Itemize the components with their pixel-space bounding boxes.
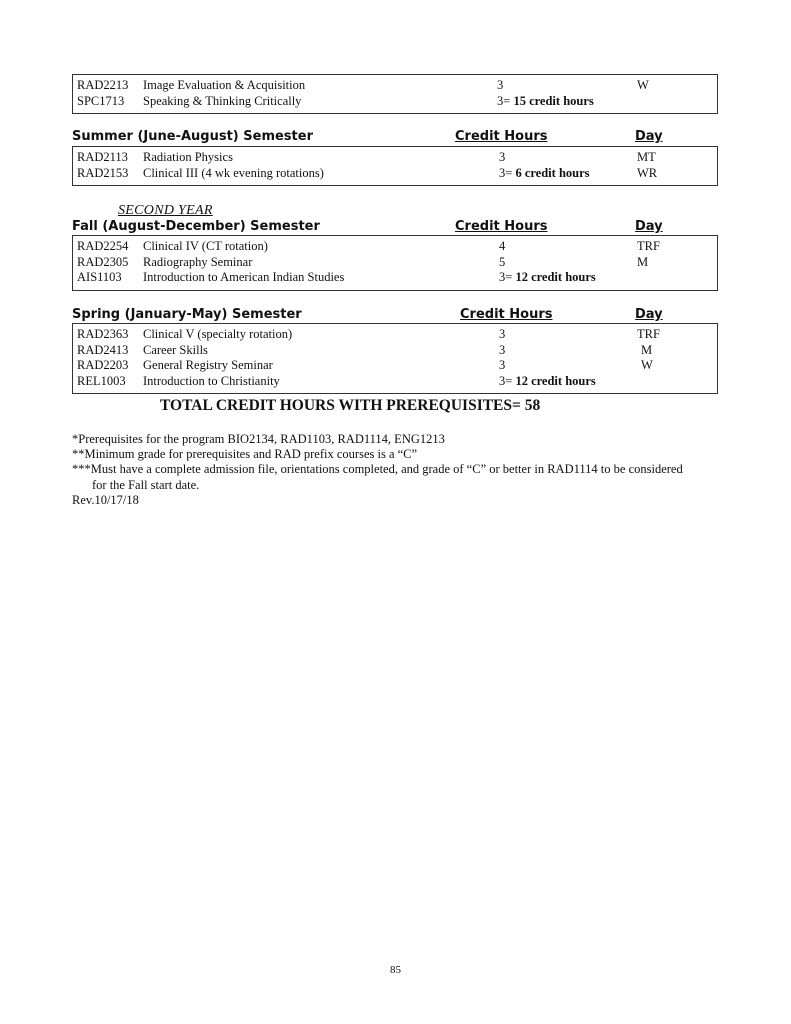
course-title: Introduction to Christianity: [143, 373, 280, 388]
spring-semester-heading: [72, 307, 718, 323]
day-header: Day: [635, 307, 663, 322]
course-hours: [497, 78, 503, 94]
continued-semester-table: [72, 74, 718, 114]
hours-value: 3: [499, 358, 506, 372]
course-hours: [499, 166, 590, 182]
course-code: RAD2213: [77, 78, 129, 92]
hours-value: 3: [497, 78, 504, 92]
footnote-admission-line1: ***Must have a complete admission file, orientations completed, and grade of “C” or better in RAD1114 to be considered: [72, 462, 683, 477]
course-title: Clinical III (4 wk evening rotations): [143, 165, 324, 180]
footnote-admission-line2: for the Fall start date.: [92, 477, 200, 492]
course-day: WR: [637, 165, 658, 180]
course-title: Clinical V (specialty rotation): [143, 327, 293, 341]
day-header: Day: [635, 219, 663, 234]
course-hours: [499, 239, 505, 255]
semester-title: Fall (August-December) Semester: [72, 219, 320, 234]
course-row: [73, 94, 717, 110]
course-title: General Registry Seminar: [143, 358, 273, 372]
course-row: [73, 270, 717, 286]
total-credit-hours: TOTAL CREDIT HOURS WITH PREREQUISITES= 58: [160, 397, 541, 414]
hours-value: 3=: [499, 270, 513, 284]
hours-value: 3=: [497, 93, 511, 108]
course-row: [73, 166, 717, 182]
revision-date: Rev.10/17/18: [72, 492, 139, 507]
course-title: Career Skills: [143, 342, 208, 357]
fall-semester-heading: [72, 219, 718, 235]
course-code: RAD2153: [77, 165, 129, 180]
course-hours: [497, 94, 594, 110]
course-title: Image Evaluation & Acquisition: [143, 78, 306, 92]
course-row: [73, 343, 717, 359]
hours-value: 3: [499, 327, 506, 341]
course-code: RAD2203: [77, 358, 129, 372]
hours-total: 15 credit hours: [513, 93, 594, 108]
hours-total: 12 credit hours: [515, 270, 596, 284]
course-row: [73, 327, 717, 343]
summer-semester-table: [72, 146, 718, 186]
footnote-minimum-grade: **Minimum grade for prerequisites and RAD prefix courses is a “C”: [72, 447, 418, 462]
course-title: Radiation Physics: [143, 150, 233, 164]
course-row: [73, 239, 717, 255]
course-row: [73, 374, 717, 390]
footnote-prerequisites: *Prerequisites for the program BIO2134, RAD1103, RAD1114, ENG1213: [72, 432, 445, 446]
course-row: [73, 358, 717, 374]
hours-value: 4: [499, 239, 506, 253]
course-day: TRF: [637, 327, 660, 341]
course-code: RAD2113: [77, 150, 128, 164]
course-hours: [499, 327, 505, 343]
course-hours: [499, 150, 505, 166]
course-day: TRF: [637, 239, 660, 253]
course-code: REL1003: [77, 373, 126, 388]
credit-hours-header: Credit Hours: [455, 219, 548, 234]
hours-total: 12 credit hours: [515, 373, 596, 388]
course-hours: [499, 255, 505, 271]
hours-value: 5: [499, 254, 506, 269]
course-day: M: [641, 342, 653, 357]
course-title: Radiography Seminar: [143, 254, 253, 269]
spring-semester-table: [72, 323, 718, 394]
credit-hours-header: Credit Hours: [455, 129, 548, 144]
hours-value: 3: [499, 150, 506, 164]
course-hours: [499, 343, 505, 359]
footnotes: [72, 432, 722, 508]
page-number: 85: [390, 964, 401, 976]
course-code: RAD2413: [77, 342, 129, 357]
course-title: Speaking & Thinking Critically: [143, 93, 302, 108]
course-row: [73, 255, 717, 271]
semester-title: Summer (June-August) Semester: [72, 129, 313, 144]
fall-semester-table: [72, 235, 718, 291]
semester-title: Spring (January-May) Semester: [72, 307, 302, 322]
hours-value: 3: [499, 342, 506, 357]
hours-value: 3=: [499, 373, 513, 388]
second-year-label: SECOND YEAR: [118, 203, 213, 218]
summer-semester-heading: [72, 129, 718, 145]
hours-total: 6 credit hours: [515, 165, 590, 180]
day-header: Day: [635, 129, 663, 144]
course-hours: [499, 270, 596, 286]
course-day: M: [637, 254, 649, 269]
course-title: Clinical IV (CT rotation): [143, 239, 268, 253]
course-code: RAD2254: [77, 239, 129, 253]
course-code: RAD2363: [77, 327, 129, 341]
course-code: RAD2305: [77, 254, 129, 269]
course-code: SPC1713: [77, 93, 125, 108]
footnote-admission: [72, 462, 722, 492]
course-day: W: [637, 78, 649, 92]
course-day: W: [641, 358, 653, 372]
course-hours: [499, 358, 505, 374]
hours-value: 3=: [499, 165, 513, 180]
course-row: [73, 78, 717, 94]
course-code: AIS1103: [77, 270, 122, 284]
course-day: MT: [637, 150, 656, 164]
credit-hours-header: Credit Hours: [460, 307, 553, 322]
course-hours: [499, 374, 596, 390]
course-row: [73, 150, 717, 166]
course-title: Introduction to American Indian Studies: [143, 270, 345, 284]
